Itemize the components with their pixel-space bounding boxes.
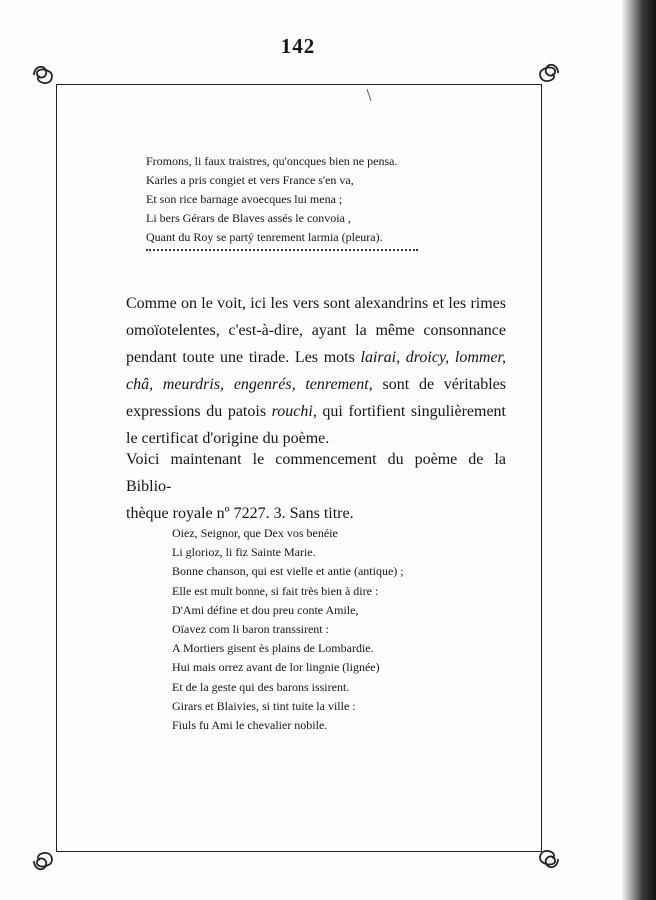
page-number: 142 bbox=[280, 34, 316, 58]
verse-line: Girars et Blaivies, si tint tuite la ville : bbox=[172, 698, 356, 713]
verse-line: Bonne chanson, qui est vielle et antie (antique) ; bbox=[172, 564, 404, 579]
italic-dialect-words: lairai, droicy, lommer, châ, meurdris, engenrés, tenrement bbox=[126, 349, 506, 393]
verse-line: Elle est mult bonne, si fait très bien à dire : bbox=[172, 583, 379, 598]
intro-paragraph bbox=[126, 446, 506, 527]
verse-line: D'Ami défine et dou preu conte Amile, bbox=[172, 602, 359, 617]
verse-line: Quant du Roy se partý tenrement larmia (pleura). bbox=[146, 230, 383, 244]
verse-line: Li bers Gérars de Blaves assés le convoia , bbox=[146, 211, 351, 225]
verse-line: Karles a pris congiet et vers France s'en va, bbox=[146, 173, 354, 187]
dotted-separator bbox=[146, 249, 418, 251]
corner-ornament-bottom-right bbox=[536, 846, 562, 872]
verse-line: Et son rice barnage avoecques lui mena ; bbox=[146, 192, 343, 206]
verse-line: Fiuls fu Ami le chevalier nobile. bbox=[172, 718, 328, 733]
italic-patois-word: rouchi bbox=[271, 403, 313, 420]
verse-block-bottom bbox=[172, 524, 404, 735]
verse-line: Li glorioz, li fiz Sainte Marie. bbox=[172, 545, 316, 560]
corner-ornament-top-left bbox=[30, 62, 56, 88]
ink-mark bbox=[366, 88, 372, 102]
corner-ornament-bottom-left bbox=[30, 848, 56, 874]
commentary-paragraph bbox=[126, 290, 506, 452]
verse-line: Oiez, Seignor, que Dex vos benéie bbox=[172, 526, 338, 540]
verse-line: Fromons, li faux traistres, qu'oncques bien ne pensa. bbox=[146, 154, 398, 168]
verse-line: Hui mais orrez avant de lor lingnie (lignée) bbox=[172, 660, 380, 675]
paragraph-text: , sont de véritables expressions du patois bbox=[126, 376, 506, 420]
verse-block-top bbox=[146, 152, 397, 247]
book-spine-shadow bbox=[622, 0, 656, 900]
verse-line: A Mortiers gisent ès plains de Lombardie. bbox=[172, 641, 374, 656]
verse-line: Et de la geste qui des barons issirent. bbox=[172, 679, 350, 694]
paragraph-text: , qui fortifient singulièrement le certificat d'origine du poème. bbox=[126, 403, 506, 447]
corner-ornament-top-right bbox=[536, 60, 562, 86]
paragraph-text: Comme on le voit, ici les vers sont alexandrins et les rimes omoïotelentes, c'est-à-dire, ayant la même consonnance pendant toute une tirade. Les mots bbox=[126, 295, 506, 366]
verse-line: Oïavez com li baron transsirent : bbox=[172, 622, 329, 637]
paragraph-line: Voici maintenant le commencement du poème de la Biblio- bbox=[126, 451, 506, 495]
paragraph-line: thèque royale nº 7227. 3. Sans titre. bbox=[126, 505, 354, 522]
